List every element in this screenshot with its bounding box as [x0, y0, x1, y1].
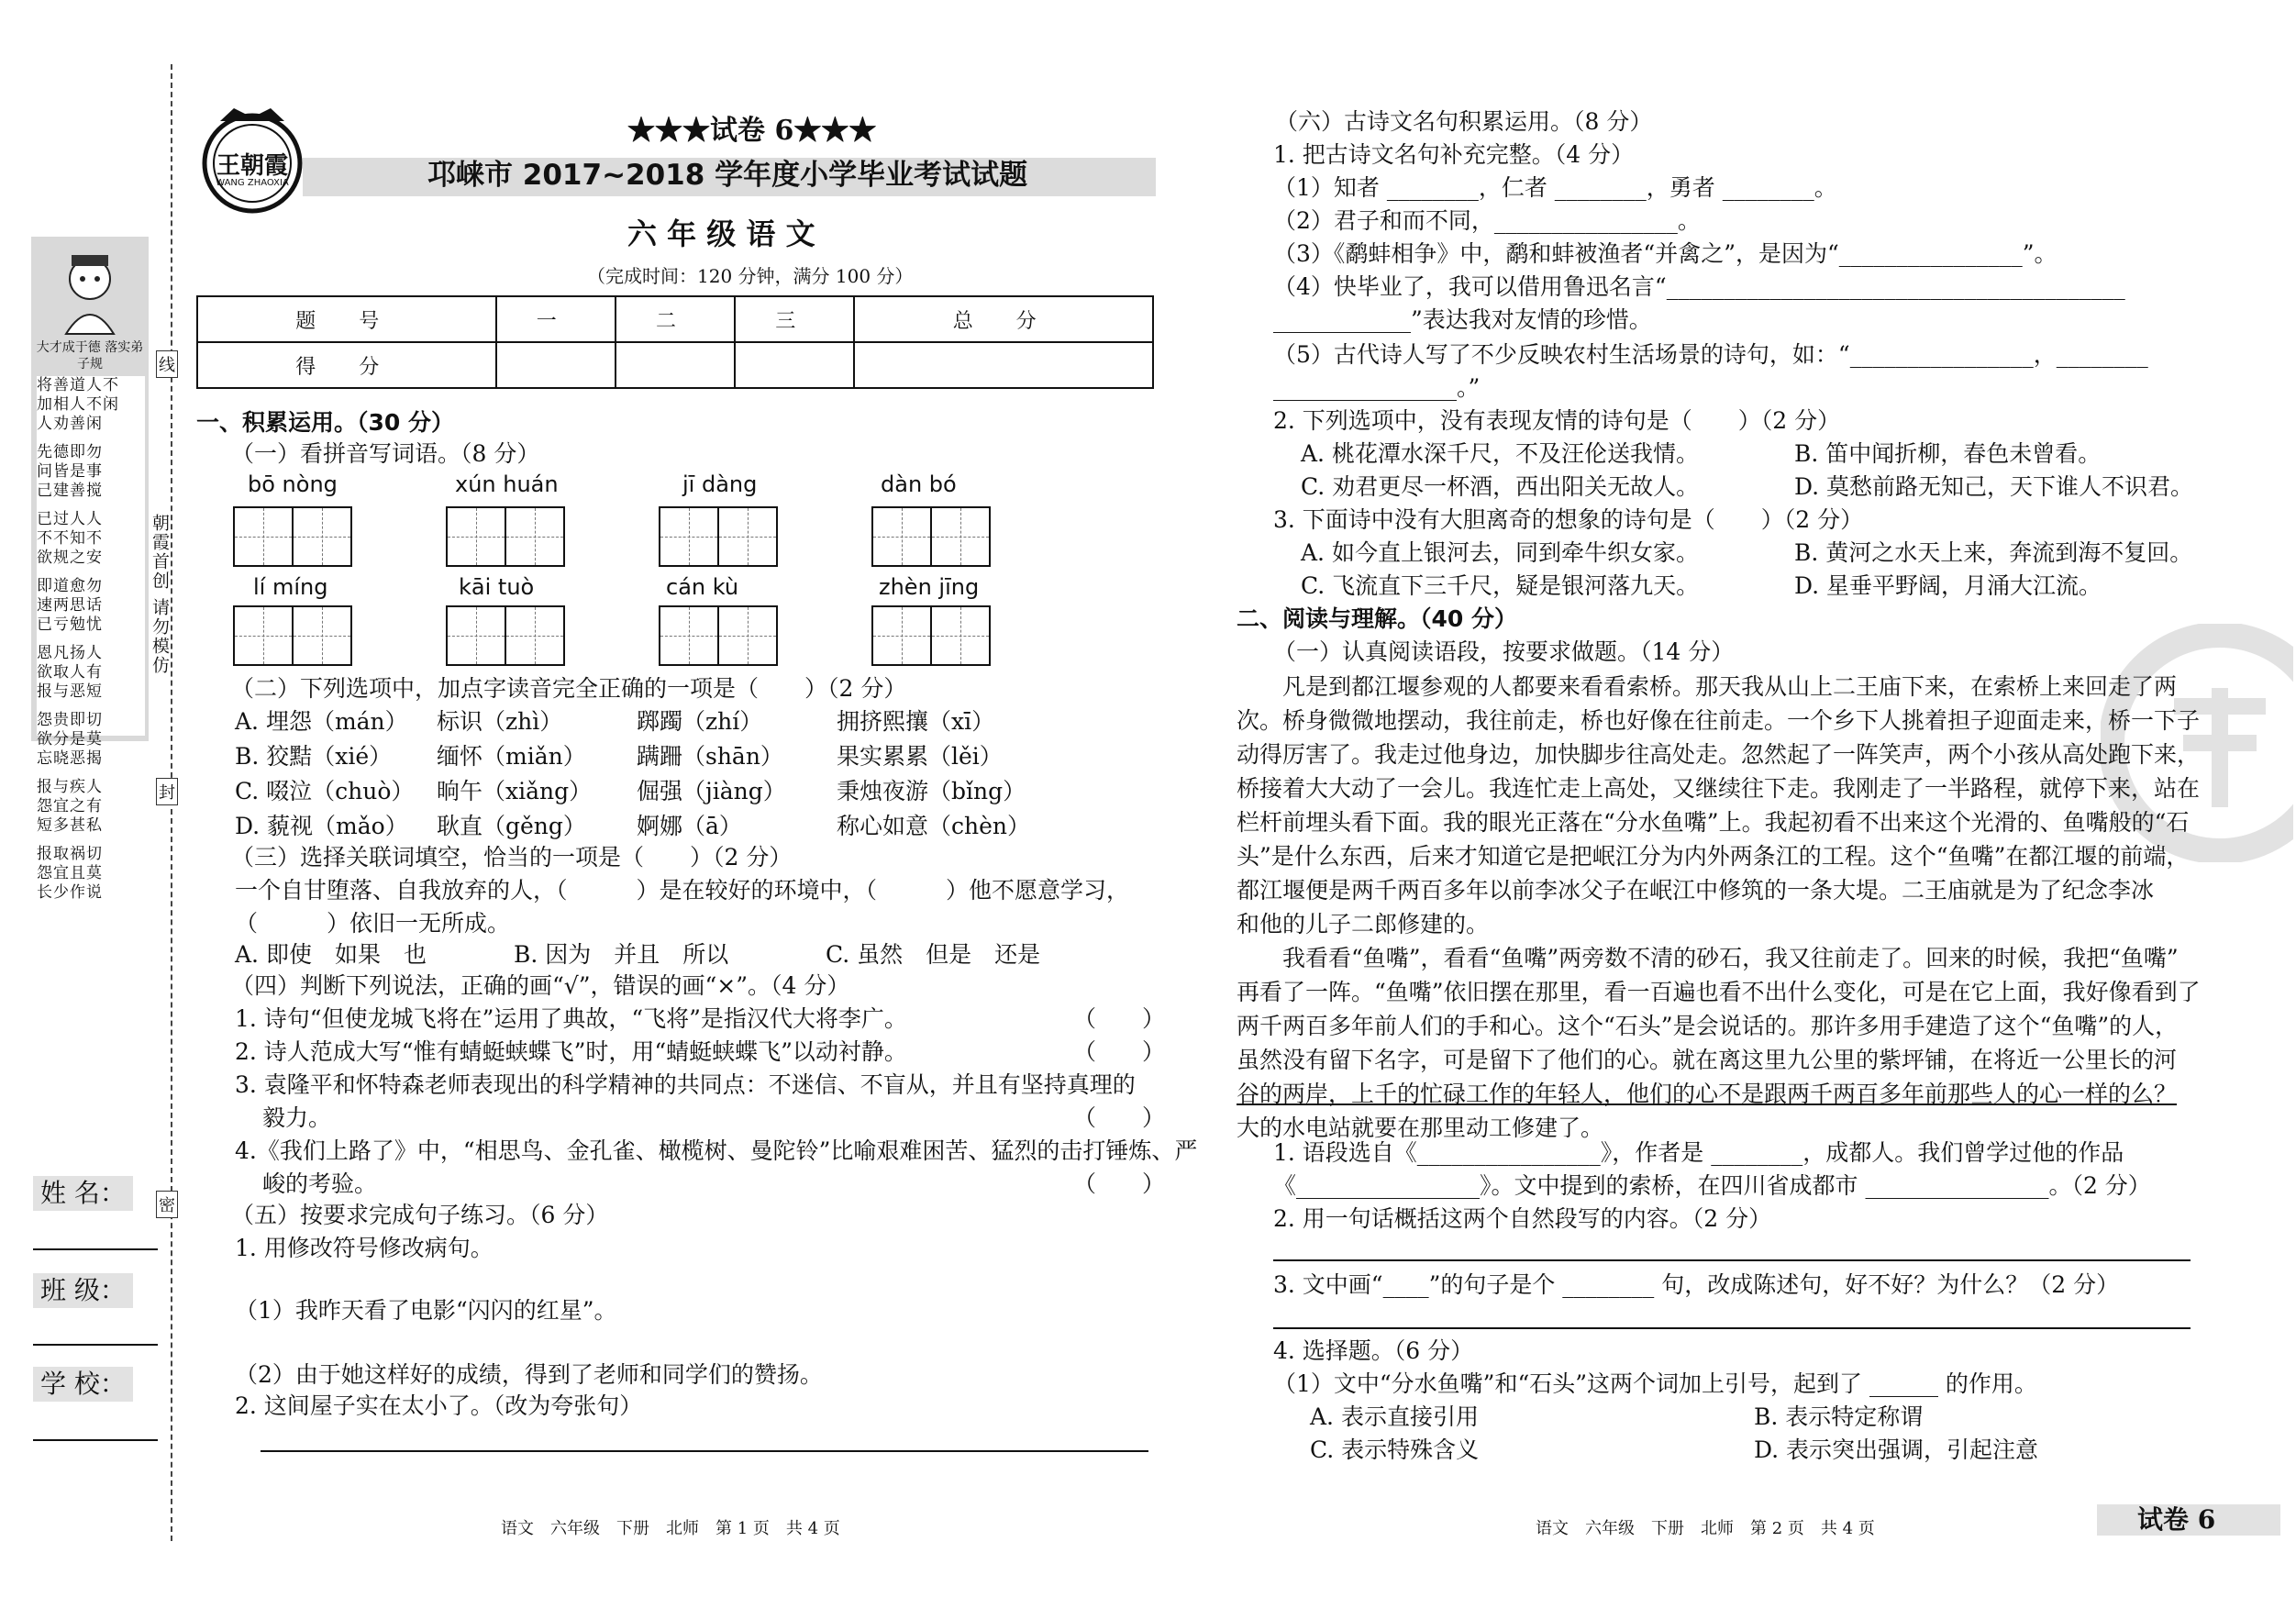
- pinyin-4: dàn bó: [881, 471, 957, 497]
- q6-2: 2. 下列选项中，没有表现友情的诗句是（ ）（2 分）: [1273, 407, 1841, 434]
- q2-option: C. 啜泣（chuò）: [235, 778, 415, 804]
- answer-line[interactable]: [1273, 1326, 2191, 1329]
- score-table: [196, 295, 1154, 389]
- score-header-cell: 三: [735, 296, 854, 342]
- reading-q3: 3. 文中画“____”的句子是个 ________ 句，改成陈述句，好不好？为什么？（2 分）: [1273, 1271, 2120, 1298]
- q6-1-3: （3）《鹬蚌相争》中，鹬和蚌被渔者“并禽之”，是因为“________________”。: [1273, 240, 2058, 267]
- q4-item: 4.《我们上路了》中，“相思鸟、金孔雀、橄榄树、曼陀铃”比喻艰难困苦、猛烈的击打锤炼、严: [235, 1137, 1198, 1164]
- name-label: 姓 名：: [33, 1176, 133, 1211]
- answer-paren[interactable]: （ ）: [1073, 1038, 1166, 1065]
- q6-3-option: B. 黄河之水天上来，奔流到海不复回。: [1794, 539, 2193, 566]
- reading-q4-option: B. 表示特定称谓: [1754, 1403, 1924, 1430]
- q6-1-4: ____________”表达我对友情的珍惜。: [1273, 306, 1652, 333]
- class-field[interactable]: [33, 1343, 158, 1346]
- reading-q4-option: C. 表示特殊含义: [1310, 1436, 1480, 1463]
- score-header-cell: 总 分: [854, 296, 1153, 342]
- q3-option: C. 虽然 但是 还是: [826, 941, 1041, 968]
- q6-2-option: D. 莫愁前路无知己，天下谁人不识君。: [1794, 473, 2194, 500]
- q5-title: （五）按要求完成句子练习。（6 分）: [231, 1202, 609, 1228]
- q5-1: 1. 用修改符号修改病句。: [235, 1235, 494, 1261]
- char-box-pair[interactable]: [446, 605, 563, 666]
- side-note-no-copy: 请勿模仿: [150, 598, 170, 675]
- q3-line1: 一个自甘堕落、自我放弃的人，（ ）是在较好的环境中，（ ）他不愿意学习，: [235, 877, 1130, 904]
- reading-passage: 凡是到都江堰参观的人都要来看看索桥。那天我从山上二王庙下来，在索桥上来回走了两 次。桥身微微地摆动，我往前走，桥也好像在往前走。一个乡下人挑着担子迎面走来，桥一下子 动得厉害了。我走过他身边，加快脚步往高处走。忽然起了一阵笑声，两个小孩从高处跑下来， 桥接着大大动了一会儿。我连忙走上高处，又继续往下走。我刚走了一半路程，就停下来，站在 栏杆前埋头看下面。我的眼光正落在“分水鱼嘴”上。我起初看不出来这个光滑的、鱼嘴般的“石 头”是什么东西，后来才知道它是把岷江分为内外两条江的工程。这个“鱼嘴”在都江堰的前端， 都江堰便是两千两百多年以前李冰父子在岷江中修筑的一条大堤。二王庙就是为了纪念李冰 和他的儿子二郎修建的。 我看看“鱼嘴”，看看“鱼嘴”两旁数不清的砂石，我又往前走了。回来的时候，我把“鱼嘴” 再看了一阵。“鱼嘴”依旧摆在那里，看一百遍也看不出什么变化，可是在它上面，我好像看到了 两千两百多年前人们的手和心。这个“石头”是会说话的。那许多用手建造了这个“鱼嘴”的人， 虽然没有留下名字，可是留下了他们的心。就在离这里九公里的紫坪铺，在将近一公里长的河 谷的两岸，上千的忙碌工作的年轻人，他们的心不是跟两千两百多年前那些人的心一样的么？ 大的水电站就要在那里动工修建了。: [1237, 673, 2201, 1141]
- seal-char-feng: 封: [156, 778, 178, 805]
- q2-option: 蹒跚（shān）: [637, 743, 783, 770]
- answer-paren[interactable]: （ ）: [1073, 1170, 1166, 1197]
- q2-option: 拥挤熙攘（xī）: [837, 708, 995, 735]
- q2-option: A. 埋怨（mán）: [235, 708, 408, 735]
- scholar-figure-icon: [31, 242, 149, 343]
- sidebar-motto: 大才成于德 落实弟子规: [36, 340, 144, 372]
- q5-2: 2. 这间屋子实在太小了。（改为夸张句）: [235, 1392, 643, 1419]
- q6-1-2: （2）君子和而不同，________________。: [1273, 207, 1701, 234]
- q6-3-option: D. 星垂平野阔，月涌大江流。: [1794, 572, 2102, 599]
- q6-1: 1. 把古诗文名句补充完整。（4 分）: [1273, 141, 1635, 168]
- char-box-pair[interactable]: [233, 506, 350, 567]
- q6-3: 3. 下面诗中没有大胆离奇的想象的诗句是（ ）（2 分）: [1273, 506, 1864, 533]
- char-box-pair[interactable]: [871, 605, 989, 666]
- name-field[interactable]: [33, 1248, 158, 1250]
- pinyin-1: bō nòng: [248, 471, 338, 497]
- reading1-title: （一）认真阅读语段，按要求做题。（14 分）: [1273, 638, 1735, 665]
- time-note: （完成时间：120 分钟，满分 100 分）: [587, 265, 914, 287]
- reading-q4-option: A. 表示直接引用: [1310, 1403, 1479, 1430]
- char-box-pair[interactable]: [659, 605, 776, 666]
- q3-option: A. 即使 如果 也: [235, 941, 427, 968]
- q6-1-4: （4）快毕业了，我可以借用鲁迅名言“________________________________________: [1273, 273, 2125, 300]
- q6-title: （六）古诗文名句积累运用。（8 分）: [1275, 108, 1653, 135]
- char-box-pair[interactable]: [446, 506, 563, 567]
- q2-option: 倔强（jiàng）: [637, 778, 786, 804]
- score-cell[interactable]: [496, 342, 616, 388]
- q4-item: 峻的考验。: [262, 1170, 378, 1197]
- exam-title: 邛崃市 2017~2018 学年度小学毕业考试试题: [427, 159, 1028, 192]
- score-header-cell: 二: [616, 296, 735, 342]
- q6-1-5: （5）古代诗人写了不少反映农村生活场景的诗句，如：“________________，________: [1273, 341, 2148, 368]
- q6-2-option: A. 桃花潭水深千尺，不及汪伦送我情。: [1301, 440, 1699, 467]
- section1-heading: 一、积累运用。（30 分）: [196, 409, 454, 436]
- pinyin-3: jī dàng: [682, 471, 758, 497]
- q2-title: （二）下列选项中，加点字读音完全正确的一项是（ ）（2 分）: [231, 675, 907, 702]
- q2-option: 婀娜（ā）: [637, 813, 742, 839]
- pinyin-6: kāi tuò: [459, 574, 535, 600]
- q6-3-option: C. 飞流直下三千尺，疑是银河落九天。: [1301, 572, 1700, 599]
- score-cell[interactable]: [735, 342, 854, 388]
- answer-paren[interactable]: （ ）: [1073, 1104, 1166, 1131]
- score-header-cell: 题 号: [197, 296, 496, 342]
- score-row-label: 得 分: [197, 342, 496, 388]
- paper-badge: ★★★试卷 6★★★: [627, 115, 877, 147]
- q4-item: 3. 袁隆平和怀特森老师表现出的科学精神的共同点：不迷信、不盲从，并且有坚持真理的: [235, 1071, 1136, 1098]
- q3-title: （三）选择关联词填空，恰当的一项是（ ）（2 分）: [231, 844, 793, 871]
- q5-1a: （1）我昨天看了电影“闪闪的红星”。: [235, 1297, 617, 1324]
- reading-q1: 1. 语段选自《________________》，作者是 ________，成都人。我们曾学过他的作品: [1273, 1139, 2124, 1166]
- q4-item: 毅力。: [262, 1104, 332, 1131]
- reading-q4: 4. 选择题。（6 分）: [1273, 1337, 1474, 1364]
- q2-option: 标识（zhì）: [437, 708, 563, 735]
- q2-option: 缅怀（miǎn）: [437, 743, 586, 770]
- q3-option: B. 因为 并且 所以: [514, 941, 729, 968]
- q1-title: （一）看拼音写词语。（8 分）: [231, 440, 540, 467]
- reading-q4-option: D. 表示突出强调，引起注意: [1754, 1436, 2039, 1463]
- q6-1-1: （1）知者 ________，仁者 ________，勇者 ________。: [1273, 174, 1837, 201]
- q6-1-5: ________________。”: [1273, 374, 1481, 401]
- side-note-original: 朝霞首创: [150, 514, 170, 591]
- reading-q1: 《________________》。文中提到的索桥，在四川省成都市 ________________。（2 分）: [1273, 1172, 2151, 1199]
- q6-2-option: C. 劝君更尽一杯酒，西出阳关无故人。: [1301, 473, 1700, 500]
- pinyin-2: xún huán: [455, 471, 559, 497]
- q2-option: D. 藐视（mǎo）: [235, 813, 408, 839]
- logo-text: 王朝霞: [216, 152, 288, 180]
- answer-line[interactable]: [261, 1449, 1148, 1452]
- pinyin-8: zhèn jīng: [879, 574, 980, 600]
- q2-option: 果实累累（lěi）: [837, 743, 1003, 770]
- seal-char-xian: 线: [156, 350, 178, 378]
- q2-option: B. 狡黠（xié）: [235, 743, 393, 770]
- q3-line2: （ ）依旧一无所成。: [235, 910, 511, 937]
- q5-1b: （2）由于她这样好的成绩，得到了老师和同学们的赞扬。: [235, 1361, 823, 1388]
- corner-badge: 试卷 6: [2137, 1504, 2216, 1535]
- q2-option: 秉烛夜游（bǐng）: [837, 778, 1026, 804]
- score-header-cell: 一: [496, 296, 616, 342]
- seal-char-mi: 密: [156, 1191, 178, 1218]
- class-label: 班 级：: [33, 1273, 133, 1308]
- reading-q4-1: （1）文中“分水鱼嘴”和“石头”这两个词加上引号，起到了 ______ 的作用。: [1273, 1370, 2037, 1397]
- q4-title: （四）判断下列说法，正确的画“√”，错误的画“×”。（4 分）: [231, 972, 850, 999]
- left-footer: 语文 六年级 下册 北师 第 1 页 共 4 页: [501, 1519, 840, 1538]
- char-box-pair[interactable]: [659, 506, 776, 567]
- score-cell[interactable]: [616, 342, 735, 388]
- char-box-pair[interactable]: [233, 605, 350, 666]
- q2-option: 称心如意（chèn）: [837, 813, 1030, 839]
- score-cell[interactable]: [854, 342, 1153, 388]
- answer-line[interactable]: [1273, 1259, 2191, 1261]
- subject-title: 六 年 级 语 文: [627, 216, 815, 251]
- right-footer: 语文 六年级 下册 北师 第 2 页 共 4 页: [1536, 1519, 1875, 1538]
- section2-heading: 二、阅读与理解。（40 分）: [1237, 605, 1517, 632]
- school-label: 学 校：: [33, 1367, 133, 1402]
- q4-item: 1. 诗句“但使龙城飞将在”运用了典故，“飞将”是指汉代大将李广。: [235, 1005, 907, 1032]
- school-field[interactable]: [33, 1438, 158, 1441]
- pinyin-5: lí míng: [253, 574, 328, 600]
- q2-option: 晌午（xiǎng）: [437, 778, 593, 804]
- answer-paren[interactable]: （ ）: [1073, 1005, 1166, 1032]
- q2-option: 耿直（gěng）: [437, 813, 586, 839]
- char-box-pair[interactable]: [871, 506, 989, 567]
- reading-q2: 2. 用一句话概括这两个自然段写的内容。（2 分）: [1273, 1205, 1772, 1232]
- logo-subtext: WANG ZHAOXIA: [216, 178, 289, 188]
- q2-option: 踯躅（zhí）: [637, 708, 763, 735]
- pinyin-7: cán kù: [666, 574, 739, 600]
- q6-3-option: A. 如今直上银河去，同到牵牛织女家。: [1301, 539, 1699, 566]
- q6-2-option: B. 笛中闻折柳，春色未曾看。: [1794, 440, 2102, 467]
- proverb-text: 将善道人不 加相人不闲 人劝善闲 先德即勿 问皆是事 己建善搅 已过人人 不不知不 欲规之安 即道愈勿 速两思话 已亏勉忧 恩凡扬人 欲取人有 报与恶短 怨贵即切 欲分是莫 忘晓恶揭 报与疾人 怨宜之有 短多甚私 报取祸切 怨宜且莫 长少作说: [37, 376, 119, 902]
- q4-item: 2. 诗人范成大写“惟有蜻蜓蛱蝶飞”时，用“蜻蜓蛱蝶飞”以动衬静。: [235, 1038, 907, 1065]
